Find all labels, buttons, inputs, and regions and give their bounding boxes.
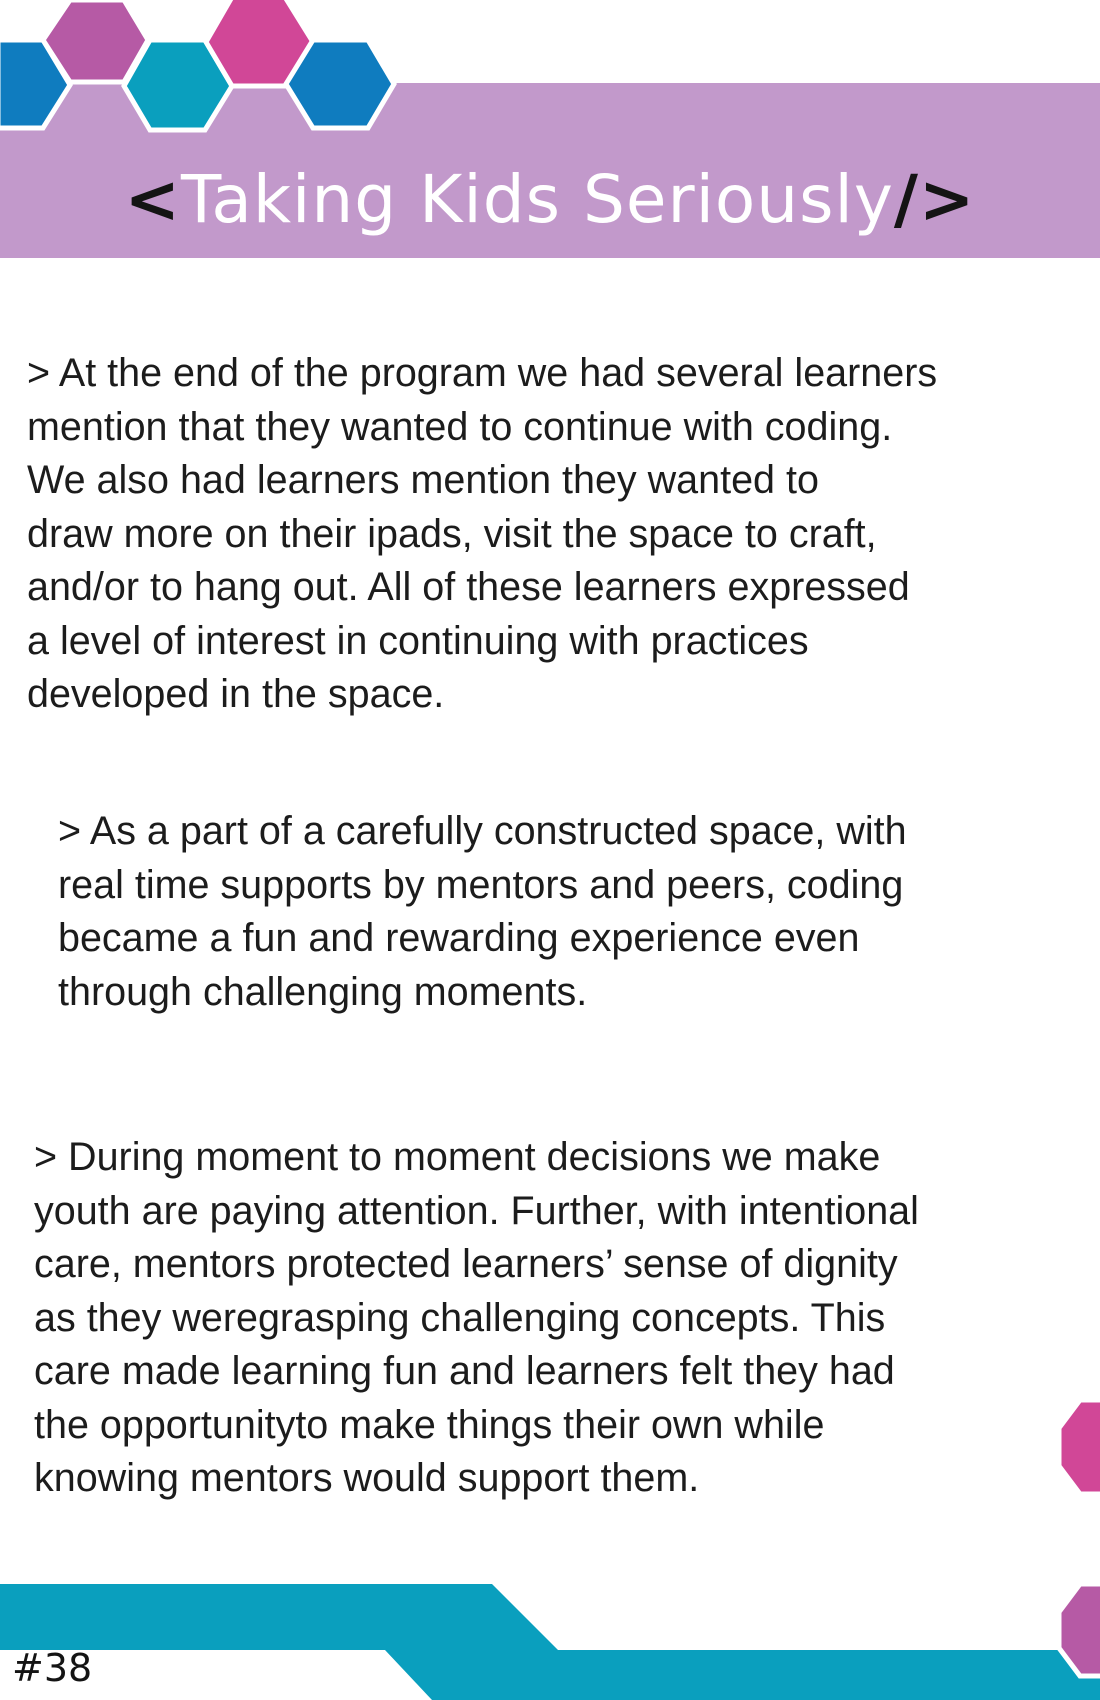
paragraph-mentor-care: > During moment to moment decisions we make youth are paying attention. Further, with intentional care, mentors protected learners’ sense of dignity as they weregrasping challenging concepts. This care made learning fun and learners felt they had the opportunityto make things their own while knowing mentors would support them. xyxy=(34,1135,919,1500)
hexagon-decoration xyxy=(286,40,394,128)
title-text: Taking Kids Seriously xyxy=(180,161,894,238)
page-title xyxy=(0,150,1100,250)
page-number: #38 xyxy=(12,1646,93,1690)
paragraph-supported-space: > As a part of a carefully constructed space, with real time supports by mentors and peers, coding became a fun and rewarding experience even through challenging moments. xyxy=(58,809,907,1014)
paragraph-program-outcomes: > At the end of the program we had several learners mention that they wanted to continue with coding. We also had learners mention they wanted to draw more on their ipads, visit the space to craft, and/or to hang out. All of these learners expressed a level of interest in continuing with practices developed in the space. xyxy=(27,351,938,716)
title-open-bracket: < xyxy=(124,161,181,238)
title-close-bracket: /> xyxy=(893,161,976,238)
